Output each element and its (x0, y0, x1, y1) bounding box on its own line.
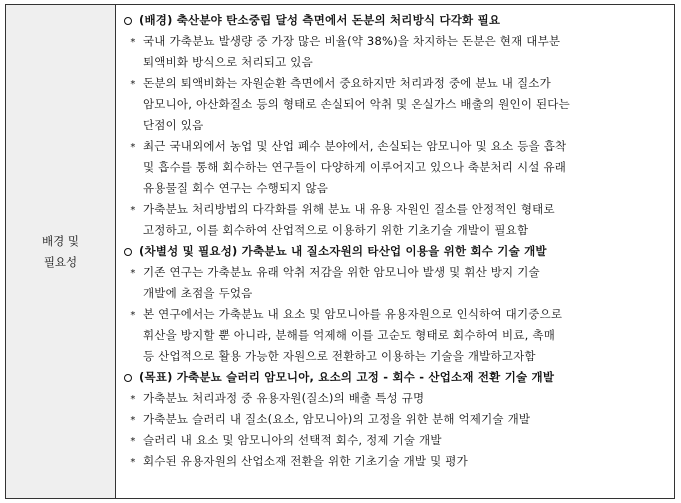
bullet-item (124, 409, 666, 430)
asterisk-bullet-icon: * (130, 394, 136, 405)
line-text: 가축분뇨 슬러리 내 질소(요소, 암모니아)의 고정을 위한 분해 억제기술 개발 (143, 412, 531, 426)
hollow-circle-icon (124, 374, 132, 382)
line-text: 기존 연구는 가축분뇨 유래 악취 저감을 위한 암모니아 발생 및 휘산 방지 기술 (143, 265, 540, 279)
bullet-item (124, 199, 666, 220)
line-text: 돈분의 퇴액비화는 자원순환 측면에서 중요하지만 처리과정 중에 분뇨 내 질소가 (143, 76, 551, 90)
line-text: 암모니아, 아산화질소 등의 형태로 손실되어 악취 및 온실가스 배출의 원인이 된다는 (143, 97, 570, 111)
bullet-continuation (124, 115, 666, 136)
row-label-line2: 필요성 (43, 254, 78, 269)
asterisk-bullet-icon: * (130, 415, 136, 426)
asterisk-bullet-icon: * (130, 205, 136, 216)
bullet-item (124, 430, 666, 451)
bullet-continuation (124, 178, 666, 199)
line-text: 슬러리 내 요소 및 암모니아의 선택적 회수, 정제 기술 개발 (143, 433, 442, 447)
line-text: 및 흡수를 통해 회수하는 연구들이 다양하게 이루어지고 있으나 축분처리 시설 유래 (143, 160, 567, 174)
line-text: (차별성 및 필요성) 가축분뇨 내 질소자원의 타산업 이용을 위한 회수 기술 개발 (139, 244, 547, 258)
asterisk-bullet-icon: * (130, 37, 136, 48)
line-text: 국내 가축분뇨 발생량 중 가장 많은 비율(약 38%)을 차지하는 돈분은 현재 대부분 (143, 34, 561, 48)
row-label-cell (6, 5, 116, 498)
bullet-continuation (124, 283, 666, 304)
bullet-item (124, 388, 666, 409)
bullet-item (124, 262, 666, 283)
line-text: 퇴액비화 방식으로 처리되고 있음 (143, 55, 313, 69)
bullet-item (124, 136, 666, 157)
bullet-continuation (124, 325, 666, 346)
hollow-circle-icon (124, 17, 132, 25)
bullet-continuation (124, 346, 666, 367)
content-table (5, 4, 675, 499)
line-text: 휘산을 방지할 뿐 아니라, 분해를 억제해 이를 고순도 형태로 회수하여 비료, 촉매 (143, 328, 556, 342)
line-text: 회수된 유용자원의 산업소재 전환을 위한 기초기술 개발 및 평가 (143, 454, 468, 468)
section-heading (124, 10, 666, 31)
line-text: 단점이 있음 (143, 118, 204, 132)
bullet-item (124, 31, 666, 52)
line-text: 가축분뇨 처리과정 중 유용자원(질소)의 배출 특성 규명 (143, 391, 425, 405)
bullet-continuation (124, 52, 666, 73)
asterisk-bullet-icon: * (130, 457, 136, 468)
asterisk-bullet-icon: * (130, 310, 136, 321)
line-text: 유용물질 회수 연구는 수행되지 않음 (143, 181, 329, 195)
bullet-continuation (124, 157, 666, 178)
row-label-line1: 배경 및 (42, 233, 79, 248)
content-cell (116, 5, 674, 498)
line-text: 최근 국내외에서 농업 및 산업 폐수 분야에서, 손실되는 암모니아 및 요소 등을 흡착 (143, 139, 567, 153)
asterisk-bullet-icon: * (130, 79, 136, 90)
line-text: 본 연구에서는 가축분뇨 내 요소 및 암모니아를 유용자원으로 인식하여 대기중으로 (143, 307, 563, 321)
asterisk-bullet-icon: * (130, 142, 136, 153)
section-heading (124, 241, 666, 262)
hollow-circle-icon (124, 248, 132, 256)
line-text: 등 산업적으로 활용 가능한 자원으로 전환하고 이용하는 기술을 개발하고자함 (143, 349, 536, 363)
bullet-item (124, 451, 666, 472)
bullet-item (124, 73, 666, 94)
bullet-item (124, 304, 666, 325)
line-text: 고정하고, 이를 회수하여 산업적으로 이용하기 위한 기초기술 개발이 필요함 (143, 223, 529, 237)
line-text: (목표) 가축분뇨 슬러리 암모니아, 요소의 고정 - 회수 - 산업소재 전환 기술 개발 (139, 370, 555, 384)
section-heading (124, 367, 666, 388)
line-text: 개발에 초점을 두었음 (143, 286, 253, 300)
line-text: 가축분뇨 처리방법의 다각화를 위해 분뇨 내 유용 자원인 질소를 안정적인 형태로 (143, 202, 555, 216)
line-text: (배경) 축산분야 탄소중립 달성 측면에서 돈분의 처리방식 다각화 필요 (139, 13, 501, 27)
asterisk-bullet-icon: * (130, 268, 136, 279)
asterisk-bullet-icon: * (130, 436, 136, 447)
bullet-continuation (124, 94, 666, 115)
bullet-continuation (124, 220, 666, 241)
